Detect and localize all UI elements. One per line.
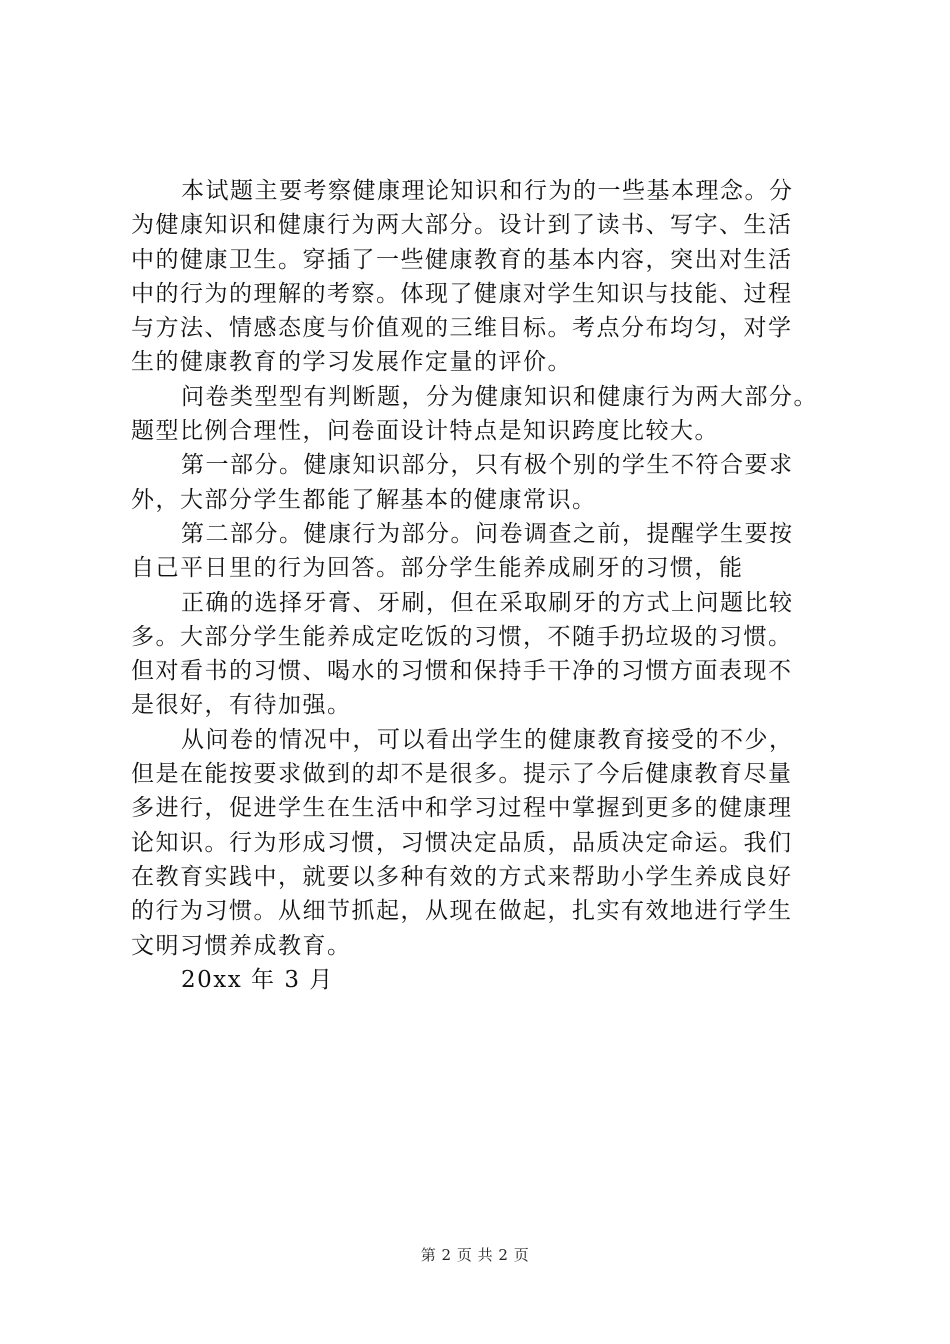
paragraph-lines <box>131 174 831 963</box>
text-line: 正确的选择牙膏、牙刷，但在采取刷牙的方式上问题比较 <box>181 589 794 616</box>
text-line: 中的健康卫生。穿插了一些健康教育的基本内容，突出对生活 <box>131 246 793 273</box>
text-line: 多。大部分学生能养成定吃饭的习惯，不随手扔垃圾的习惯。 <box>131 623 793 650</box>
text-line: 的行为习惯。从细节抓起，从现在做起，扎实有效地进行学生 <box>131 898 793 925</box>
text-line: 从问卷的情况中，可以看出学生的健康教育接受的不少， <box>181 726 794 753</box>
page-footer: 第 2 页 共 2 页 <box>420 1246 530 1264</box>
document-date: 20xx 年 3 月 <box>181 966 334 993</box>
text-line: 中的行为的理解的考察。体现了健康对学生知识与技能、过程 <box>131 280 793 307</box>
text-line: 为健康知识和健康行为两大部分。设计到了读书、写字、生活 <box>131 212 793 239</box>
document-body <box>131 174 831 997</box>
text-line: 在教育实践中，就要以多种有效的方式来帮助小学生养成良好 <box>131 863 793 890</box>
text-line: 题型比例合理性，问卷面设计特点是知识跨度比较大。 <box>131 418 719 445</box>
text-line: 多进行，促进学生在生活中和学习过程中掌握到更多的健康理 <box>131 795 793 822</box>
text-line: 论知识。行为形成习惯，习惯决定品质，品质决定命运。我们 <box>131 829 793 856</box>
text-line: 第一部分。健康知识部分，只有极个别的学生不符合要求 <box>181 452 794 479</box>
text-line: 但是在能按要求做到的却不是很多。提示了今后健康教育尽量 <box>131 761 793 788</box>
text-line: 问卷类型型有判断题，分为健康知识和健康行为两大部分。 <box>181 383 818 410</box>
text-line: 生的健康教育的学习发展作定量的评价。 <box>131 349 572 376</box>
text-line: 文明习惯养成教育。 <box>131 932 352 959</box>
text-line: 但对看书的习惯、喝水的习惯和保持手干净的习惯方面表现不 <box>131 658 793 685</box>
text-line: 第二部分。健康行为部分。问卷调查之前，提醒学生要按 <box>181 520 794 547</box>
text-line: 外，大部分学生都能了解基本的健康常识。 <box>131 486 597 513</box>
text-line: 是很好，有待加强。 <box>131 692 352 719</box>
text-line: 本试题主要考察健康理论知识和行为的一些基本理念。分 <box>181 178 794 204</box>
text-line: 自己平日里的行为回答。部分学生能养成刷牙的习惯，能 <box>131 555 744 582</box>
text-line: 与方法、情感态度与价值观的三维目标。考点分布均匀，对学 <box>131 315 793 342</box>
